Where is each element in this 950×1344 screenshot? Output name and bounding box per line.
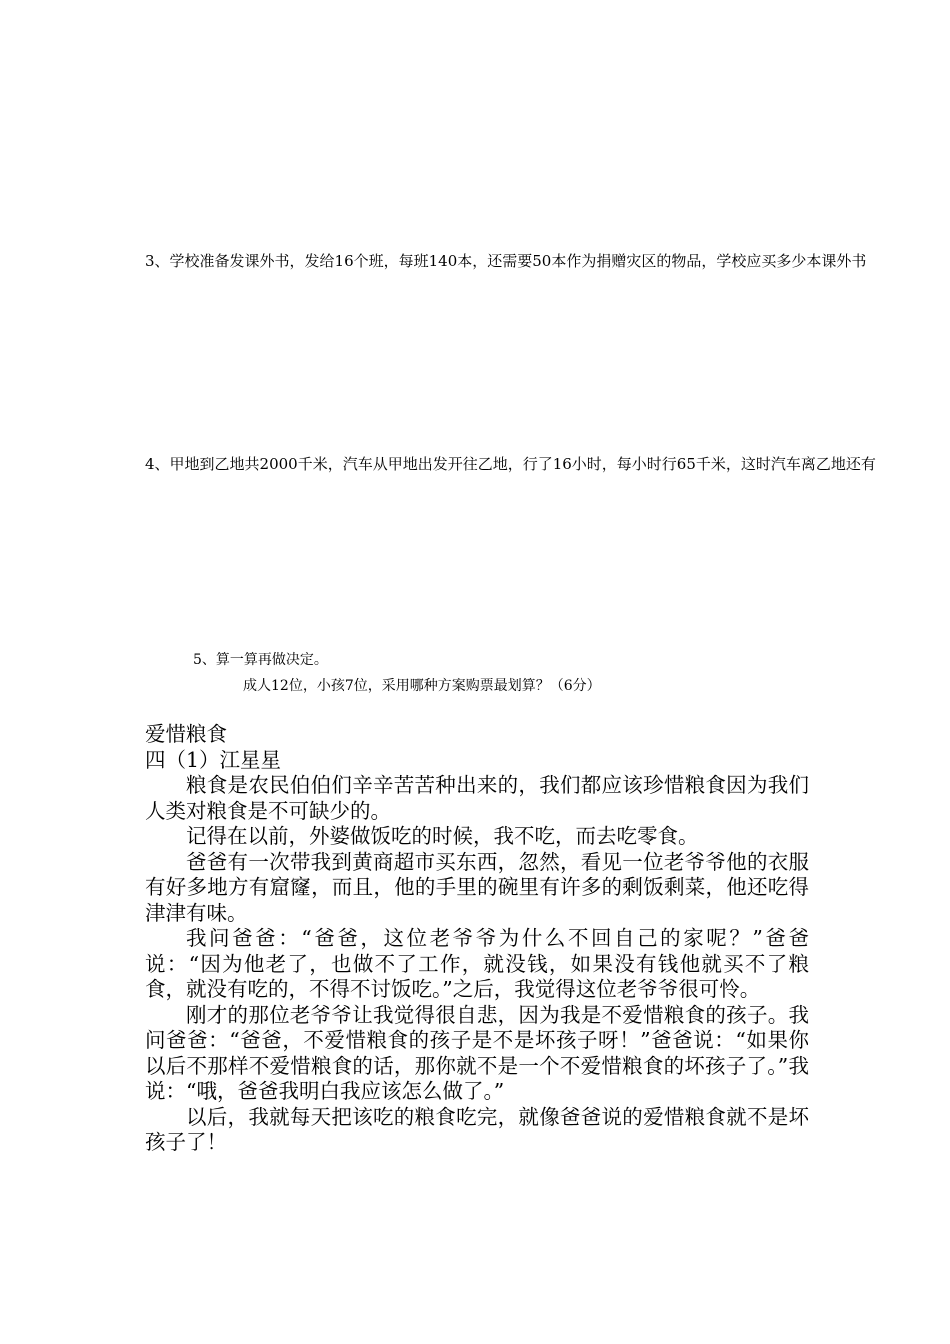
question-3: 3、学校准备发课外书，发给16个班，每班140本，还需要50本作为捐赠灾区的物品，学校应买多少本课外书	[145, 252, 867, 270]
question-5-subtitle: 成人12位，小孩7位，采用哪种方案购票最划算？（6分）	[243, 678, 601, 694]
essay-title: 爱惜粮食	[145, 722, 227, 746]
question-4: 4、甲地到乙地共2000千米，汽车从甲地出发开往乙地，行了16小时，每小时行65千米，这时汽车离乙地还有	[145, 455, 876, 473]
essay-paragraph-4: 我问爸爸：“爸爸，这位老爷爷为什么不回自己的家呢？”爸爸说：“因为他老了，也做不了工作，就没钱，如果没有钱他就买不了粮食，就没有吃的，不得不讨饭吃。”之后，我觉得这位老爷爷很可怜。	[145, 926, 809, 1001]
essay-paragraph-1: 粮食是农民伯伯们辛辛苦苦种出来的，我们都应该珍惜粮食因为我们人类对粮食是不可缺少的。	[145, 773, 809, 823]
essay-paragraph-5: 刚才的那位老爷爷让我觉得很自悲，因为我是不爱惜粮食的孩子。我问爸爸：“爸爸，不爱惜粮食的孩子是不是坏孩子呀！”爸爸说：“如果你以后不那样不爱惜粮食的话，那你就不是一个不爱惜粮食的坏孩子了。”我说：“哦，爸爸我明白我应该怎么做了。”	[145, 1002, 809, 1103]
essay	[145, 722, 809, 1156]
essay-author: 四（1）江星星	[145, 747, 282, 772]
essay-paragraph-6: 以后，我就每天把该吃的粮食吃完，就像爸爸说的爱惜粮食就不是坏孩子了！	[145, 1104, 809, 1154]
essay-paragraph-2: 记得在以前，外婆做饭吃的时候，我不吃，而去吃零食。	[186, 824, 699, 848]
essay-paragraph-3: 爸爸有一次带我到黄商超市买东西，忽然，看见一位老爷爷他的衣服有好多地方有窟窿，而且，他的手里的碗里有许多的剩饭剩菜，他还吃得津津有味。	[145, 849, 809, 925]
question-5-title: 5、算一算再做决定。	[193, 652, 328, 668]
